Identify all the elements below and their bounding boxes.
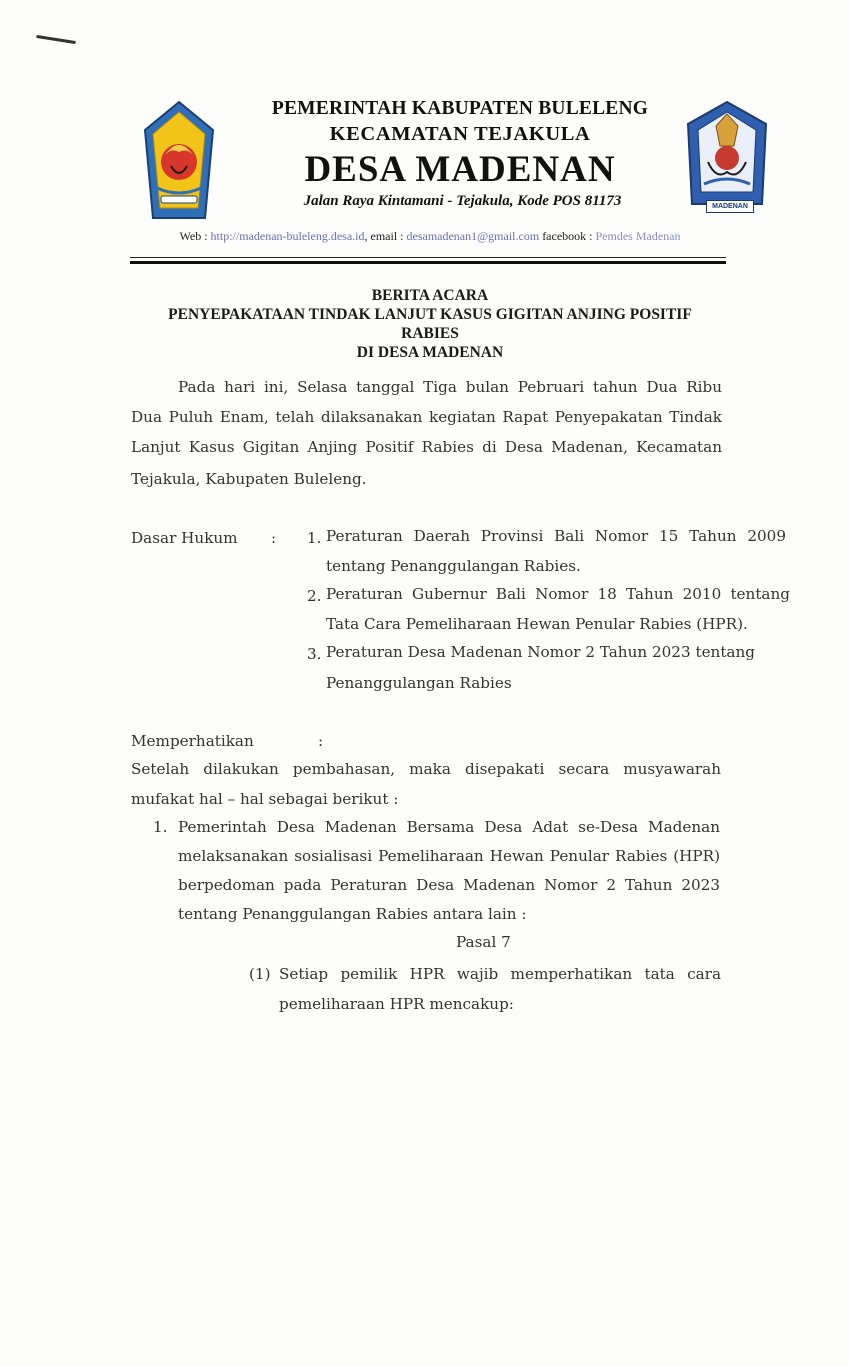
email-label: email :	[370, 229, 404, 243]
title-line-1: BERITA ACARA	[371, 287, 489, 304]
pasal-item-line-1: Setiap pemilik HPR wajib memperhatikan tata cara	[279, 965, 721, 983]
pasal-item-num: (1)	[249, 965, 271, 983]
title-line-2: PENYEPAKATAAN TINDAK LANJUT KASUS GIGITAN ANJING POSITIF	[168, 306, 692, 323]
legal-item-2-num: 2.	[307, 587, 322, 605]
header-divider-thin	[130, 257, 726, 258]
intro-line-1: Pada hari ini, Selasa tanggal Tiga bulan Pebruari tahun Dua Ribu	[178, 378, 722, 396]
header-contact-line: Web : http://madenan-buleleng.desa.id, email : desamadenan1@gmail.com facebook : Pemdes Madenan	[179, 229, 681, 243]
legal-item-3-num: 3.	[307, 645, 322, 663]
point-1-line-3: berpedoman pada Peraturan Desa Madenan Nomor 2 Tahun 2023	[178, 876, 720, 894]
legal-item-1-line-2: tentang Penanggulangan Rabies.	[326, 557, 581, 575]
intro-line-2: Dua Puluh Enam, telah dilaksanakan kegiatan Rapat Penyepakatan Tindak	[131, 408, 722, 426]
legal-item-3-line-2: Penanggulangan Rabies	[326, 674, 512, 692]
legal-item-2-line-2: Tata Cara Pemeliharaan Hewan Penular Rabies (HPR).	[326, 615, 748, 633]
madenan-logo-ribbon: MADENAN	[706, 200, 754, 213]
title-line-4: DI DESA MADENAN	[356, 344, 504, 361]
memperhatikan-line-1: Setelah dilakukan pembahasan, maka disepakati secara musyawarah	[131, 760, 721, 778]
point-1-line-4: tentang Penanggulangan Rabies antara lain :	[178, 905, 527, 923]
point-1-line-2: melaksanakan sosialisasi Pemeliharaan Hewan Penular Rabies (HPR)	[178, 847, 720, 865]
document-title	[110, 286, 750, 362]
point-1-line-1: Pemerintah Desa Madenan Bersama Desa Adat se-Desa Madenan	[178, 818, 720, 836]
legal-item-3-line-1: Peraturan Desa Madenan Nomor 2 Tahun 2023 tentang	[326, 643, 755, 661]
pasal-item-line-2: pemeliharaan HPR mencakup:	[279, 995, 514, 1013]
dasar-hukum-colon: :	[271, 529, 277, 547]
memperhatikan-colon: :	[318, 732, 324, 750]
legal-item-1-num: 1.	[307, 529, 322, 547]
point-1-num: 1.	[153, 818, 168, 836]
scan-mark	[36, 35, 76, 44]
web-label: Web :	[179, 229, 208, 243]
web-link[interactable]: http://madenan-buleleng.desa.id	[210, 229, 365, 243]
email-link[interactable]: desamadenan1@gmail.com	[406, 229, 540, 243]
facebook-label: facebook :	[542, 229, 593, 243]
memperhatikan-line-2: mufakat hal – hal sebagai berikut :	[131, 790, 399, 808]
header-district: KECAMATAN TEJAKULA	[329, 123, 591, 145]
legal-item-1-line-1: Peraturan Daerah Provinsi Bali Nomor 15 Tahun 2009	[326, 527, 786, 545]
header-address: Jalan Raya Kintamani - Tejakula, Kode POS 81173	[303, 193, 622, 209]
memperhatikan-label: Memperhatikan	[131, 732, 254, 750]
title-line-3: RABIES	[401, 325, 459, 342]
header-government: PEMERINTAH KABUPATEN BULELENG	[271, 98, 649, 119]
facebook-link[interactable]: Pemdes Madenan	[595, 229, 681, 243]
legal-item-2-line-1: Peraturan Gubernur Bali Nomor 18 Tahun 2010 tentang	[326, 585, 790, 603]
header-village-title: DESA MADENAN	[304, 149, 616, 190]
pasal-heading: Pasal 7	[456, 933, 511, 951]
intro-line-4: Tejakula, Kabupaten Buleleng.	[131, 470, 367, 488]
dasar-hukum-label: Dasar Hukum	[131, 529, 238, 547]
header-divider-thick	[130, 261, 726, 264]
intro-line-3: Lanjut Kasus Gigitan Anjing Positif Rabies di Desa Madenan, Kecamatan	[131, 438, 722, 456]
